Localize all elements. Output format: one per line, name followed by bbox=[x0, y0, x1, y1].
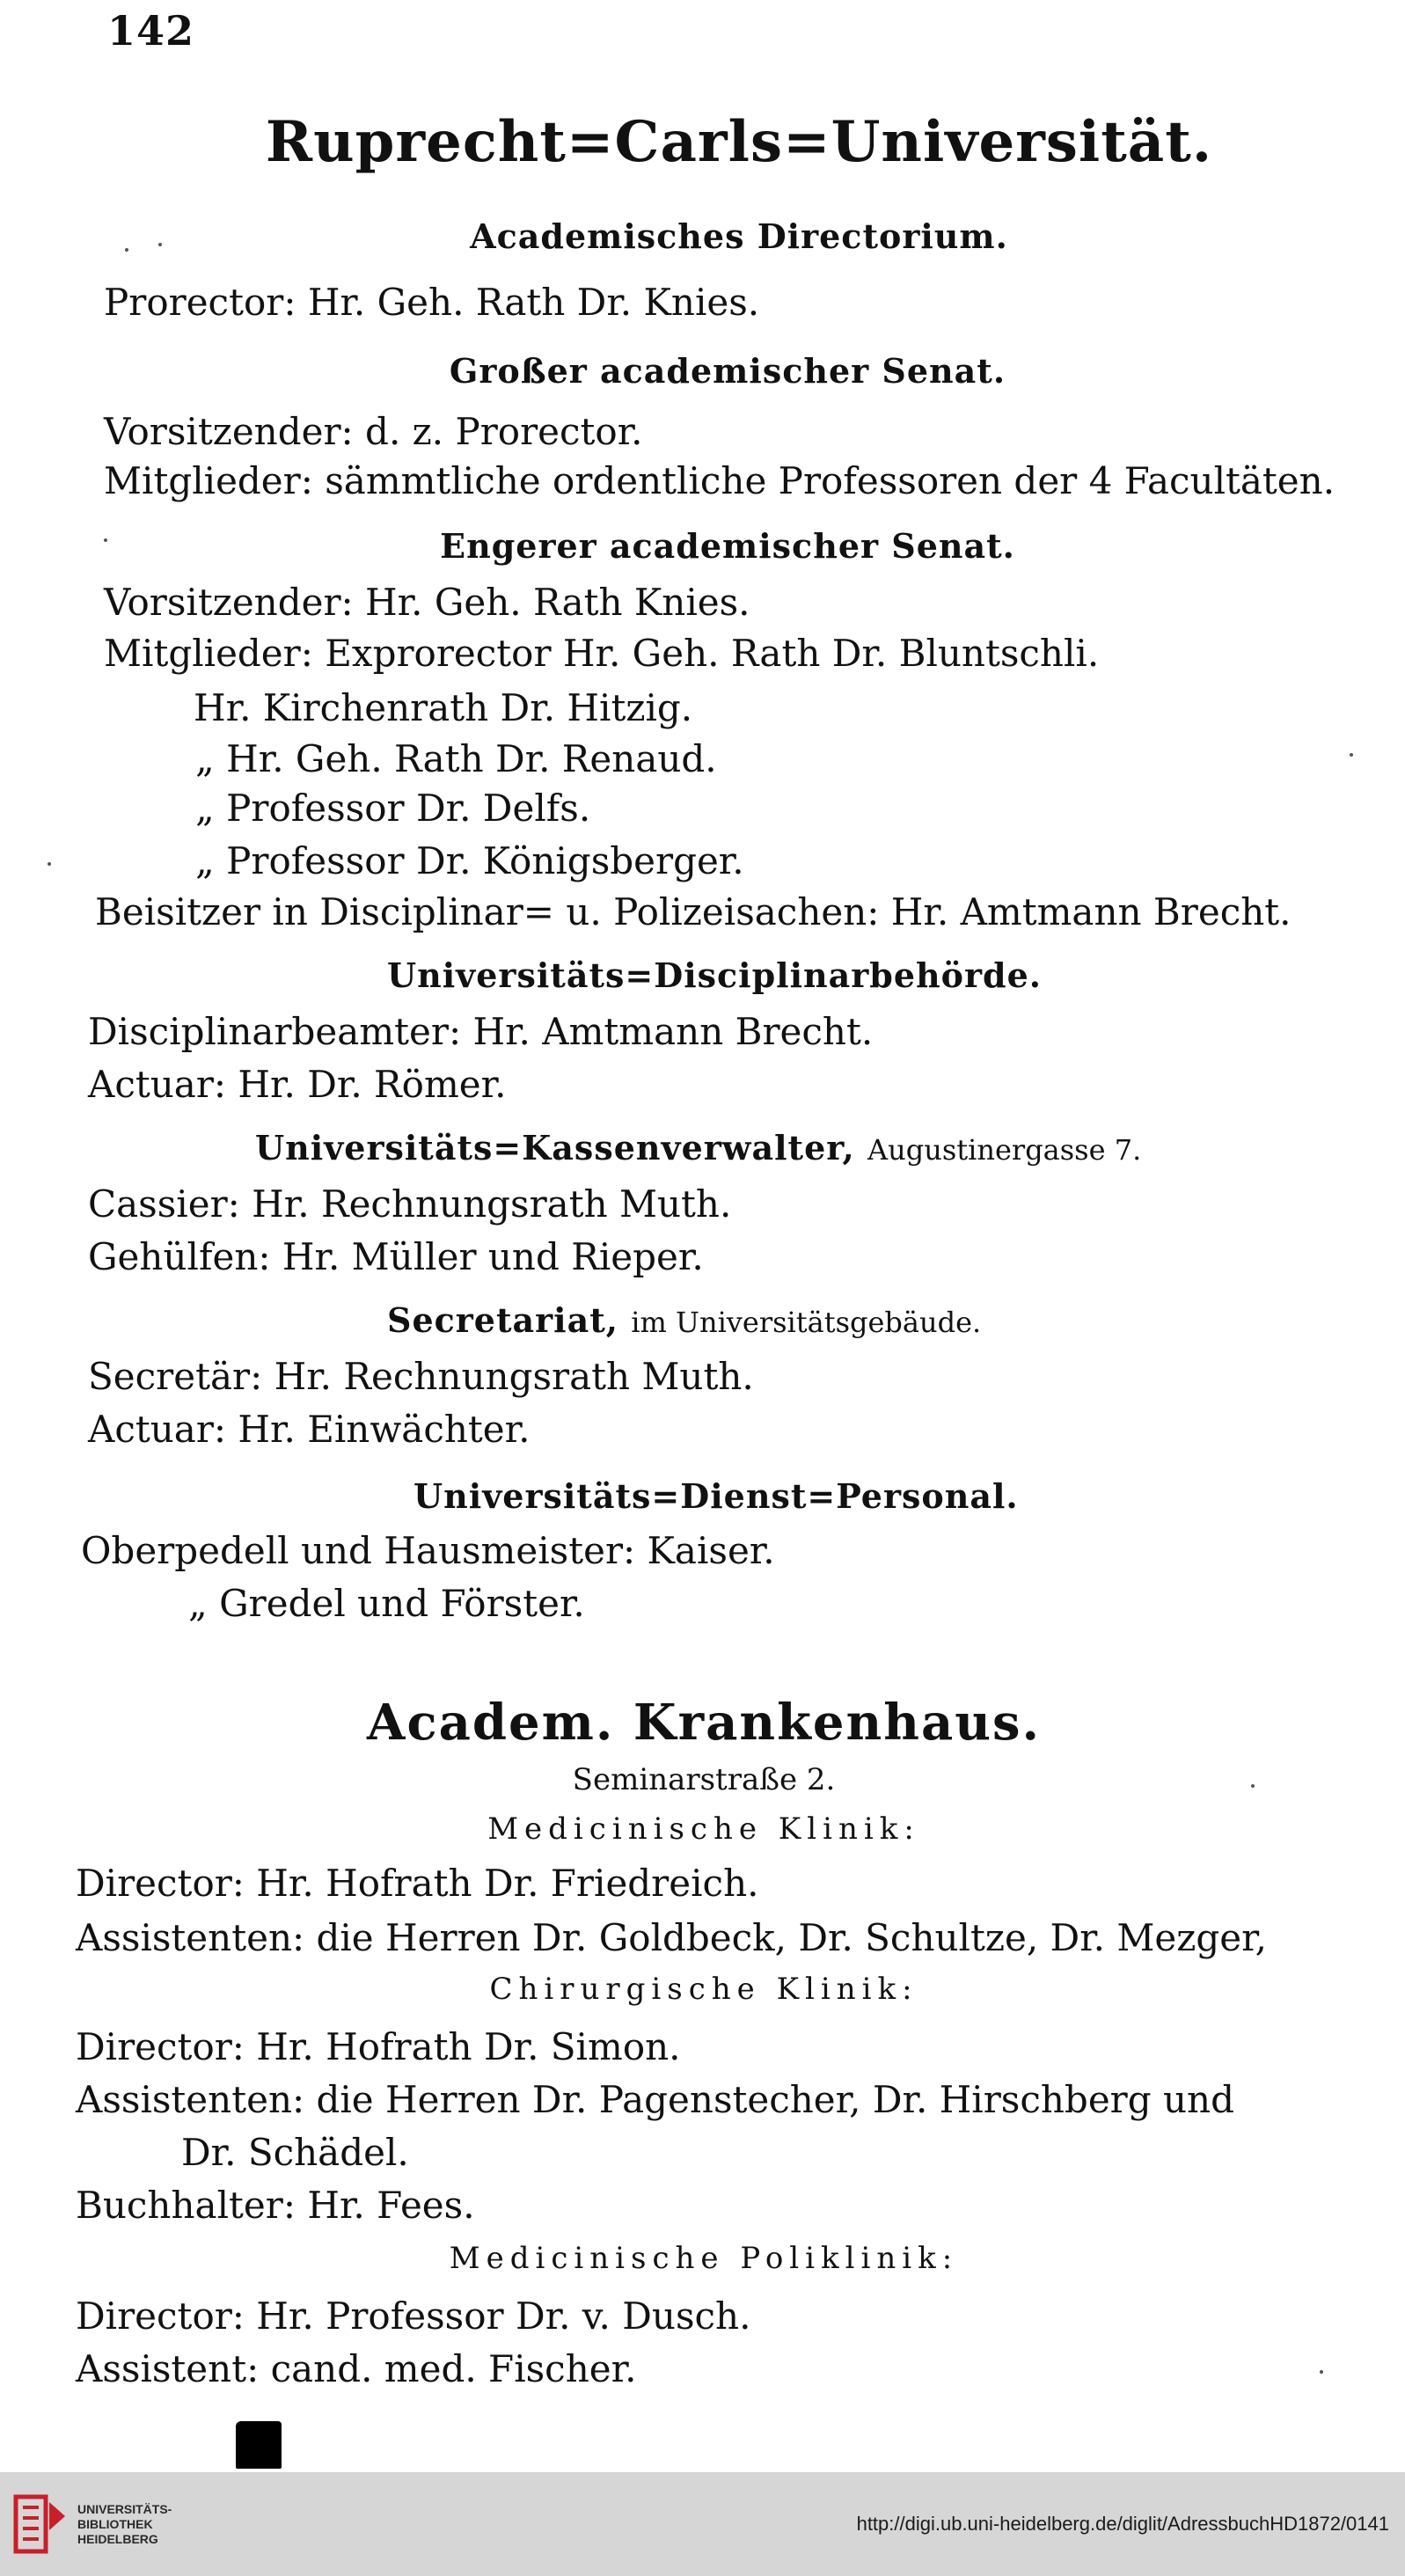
entry-prorector: Prorector: Hr. Geh. Rath Dr. Knies. bbox=[104, 281, 760, 324]
section-heading-medical-clinic: Medicinische Klinik: bbox=[487, 1811, 920, 1847]
secretariat-address: im Universitätsgebäude. bbox=[631, 1306, 982, 1339]
entry-member: „ Hr. Geh. Rath Dr. Renaud. bbox=[195, 737, 717, 780]
library-name-line: BIBLIOTHEK bbox=[77, 2517, 153, 2531]
hospital-title: Academ. Krankenhaus. bbox=[367, 1694, 1041, 1752]
secretariat-title: Secretariat, bbox=[387, 1300, 618, 1340]
section-heading-academic-directorate: Academisches Directorium. bbox=[470, 216, 1008, 256]
entry-head-beadle: Oberpedell und Hausmeister: Kaiser. bbox=[81, 1529, 775, 1572]
section-heading-narrow-senate: Engerer academischer Senat. bbox=[440, 526, 1015, 566]
ink-blot bbox=[236, 2421, 282, 2469]
entry-actuary: Actuar: Hr. Dr. Römer. bbox=[88, 1063, 507, 1106]
entry-members: Mitglieder: sämmtliche ordentliche Professoren der 4 Facultäten. bbox=[104, 459, 1335, 502]
treasury-title: Universitäts=Kassenverwalter, bbox=[255, 1128, 855, 1167]
scan-speck bbox=[1320, 2370, 1323, 2374]
section-heading-great-senate: Großer academischer Senat. bbox=[449, 351, 1006, 391]
entry-assessor: Beisitzer in Disciplinar= u. Polizeisachen: Hr. Amtmann Brecht. bbox=[95, 890, 1292, 933]
entry-assistants: Assistenten: die Herren Dr. Pagenstecher, Dr. Hirschberg und bbox=[76, 2078, 1234, 2121]
entry-secretary: Secretär: Hr. Rechnungsrath Muth. bbox=[88, 1355, 754, 1398]
scan-speck bbox=[158, 243, 162, 246]
library-name-line: UNIVERSITÄTS- bbox=[77, 2502, 172, 2516]
library-name bbox=[77, 2502, 172, 2547]
section-heading-treasury bbox=[255, 1128, 1142, 1167]
entry-assistants: Assistenten: die Herren Dr. Goldbeck, Dr. Schultze, Dr. Mezger, bbox=[76, 1916, 1267, 1959]
entry-assistant: Assistent: cand. med. Fischer. bbox=[76, 2347, 637, 2390]
scan-speck bbox=[125, 248, 128, 252]
page-title: Ruprecht=Carls=Universität. bbox=[265, 109, 1213, 175]
entry-assistants: Gehülfen: Hr. Müller und Rieper. bbox=[88, 1235, 704, 1278]
entry-director: Director: Hr. Professor Dr. v. Dusch. bbox=[76, 2294, 751, 2338]
section-heading-disciplinary: Universitäts=Disciplinarbehörde. bbox=[386, 955, 1043, 995]
library-name-line: HEIDELBERG bbox=[77, 2532, 158, 2546]
section-heading-polyclinic: Medicinische Poliklinik: bbox=[449, 2241, 959, 2276]
entry-member: „ Professor Dr. Delfs. bbox=[195, 787, 591, 830]
scan-speck bbox=[1350, 753, 1353, 757]
entry-assistant-continued: Dr. Schädel. bbox=[181, 2131, 409, 2174]
scan-speck bbox=[1251, 1784, 1255, 1788]
footer-bar bbox=[0, 2472, 1405, 2576]
scan-speck bbox=[48, 862, 51, 866]
entry-chairman: Vorsitzender: Hr. Geh. Rath Knies. bbox=[104, 581, 750, 624]
section-heading-surgical-clinic: Chirurgische Klinik: bbox=[489, 1972, 918, 2007]
page-number: 142 bbox=[107, 7, 195, 55]
entry-actuary: Actuar: Hr. Einwächter. bbox=[88, 1408, 531, 1451]
entry-director: Director: Hr. Hofrath Dr. Simon. bbox=[76, 2025, 681, 2068]
entry-chairman: Vorsitzender: d. z. Prorector. bbox=[104, 410, 643, 453]
section-heading-secretariat bbox=[387, 1300, 982, 1340]
entry-disciplinary-officer: Disciplinarbeamter: Hr. Amtmann Brecht. bbox=[88, 1010, 874, 1053]
scan-speck bbox=[104, 538, 107, 542]
entry-member: Hr. Kirchenrath Dr. Hitzig. bbox=[194, 686, 693, 729]
section-heading-service-staff: Universitäts=Dienst=Personal. bbox=[413, 1476, 1019, 1516]
source-url-link[interactable]: http://digi.ub.uni-heidelberg.de/diglit/AdressbuchHD1872/0141 bbox=[856, 2513, 1389, 2535]
entry-members: Mitglieder: Exprorector Hr. Geh. Rath Dr. Bluntschli. bbox=[104, 632, 1100, 675]
entry-staff: „ Gredel und Förster. bbox=[188, 1582, 585, 1625]
entry-director: Director: Hr. Hofrath Dr. Friedreich. bbox=[76, 1862, 759, 1905]
entry-cashier: Cassier: Hr. Rechnungsrath Muth. bbox=[88, 1182, 732, 1226]
hospital-address: Seminarstraße 2. bbox=[572, 1762, 836, 1797]
university-library-logo-icon bbox=[11, 2490, 72, 2558]
treasury-address: Augustinergasse 7. bbox=[867, 1133, 1142, 1167]
entry-bookkeeper: Buchhalter: Hr. Fees. bbox=[76, 2184, 475, 2227]
entry-member: „ Professor Dr. Königsberger. bbox=[195, 839, 744, 882]
